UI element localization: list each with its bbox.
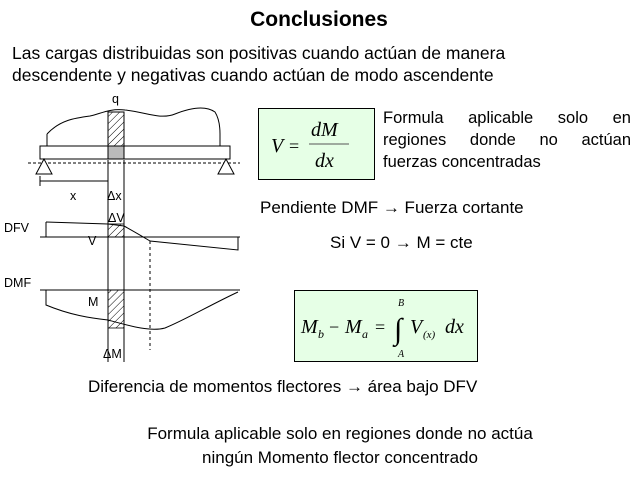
- formula1-note-line-2: regiones donde no actúan: [383, 131, 631, 149]
- distributed-load-curve: [47, 108, 220, 134]
- formula-moment: [295, 291, 477, 361]
- slope-statement: Pendiente DMF → Fuerza cortante: [260, 198, 524, 217]
- v-zero-statement: Si V = 0 → M = cte: [330, 233, 473, 252]
- label-dfv: DFV: [4, 221, 29, 235]
- svg-text:V: V: [271, 135, 284, 157]
- svg-text:(x): (x): [423, 329, 436, 341]
- left-support: [36, 159, 52, 174]
- moment-difference-statement: Diferencia de momentos flectores → área bajo DFV: [88, 377, 478, 396]
- svg-text:=: =: [289, 136, 300, 156]
- svg-text:b: b: [318, 327, 324, 341]
- right-support: [218, 159, 234, 174]
- moment-curve: [46, 290, 238, 329]
- svg-text:dx: dx: [315, 150, 334, 172]
- intro-line-1: Las cargas distribuidas son positivas cuando actúan de manera: [12, 43, 506, 63]
- svg-text:dx: dx: [445, 316, 464, 338]
- closing-note: [60, 422, 620, 470]
- svg-text:−: −: [329, 317, 340, 337]
- formula-shear: [259, 109, 374, 179]
- label-dmf: DMF: [4, 276, 32, 290]
- beam-diagram: [0, 90, 250, 370]
- moment-slice: [108, 290, 124, 328]
- svg-text:=: =: [375, 317, 386, 337]
- closing-line-2: ningún Momento flector concentrado: [202, 448, 478, 467]
- svg-text:A: A: [398, 349, 405, 360]
- formula1-note-line-3: fuerzas concentradas: [383, 153, 541, 171]
- svg-text:a: a: [362, 327, 368, 341]
- svg-text:V: V: [410, 316, 423, 338]
- label-x: x: [70, 189, 77, 203]
- label-q: q: [112, 92, 119, 106]
- label-dm: ΔM: [103, 347, 122, 361]
- beam: [40, 146, 230, 159]
- load-slice-hatch: [108, 112, 124, 146]
- svg-text:dM: dM: [311, 119, 338, 141]
- formula-moment-box: [294, 290, 478, 362]
- shear-curve: [46, 222, 238, 250]
- svg-text:∫: ∫: [394, 313, 403, 346]
- formula1-note: [383, 107, 631, 173]
- slide-title: Conclusiones: [250, 8, 388, 31]
- intro-line-2: descendente y negativas cuando actúan de modo ascendente: [12, 65, 494, 85]
- svg-text:M: M: [345, 316, 362, 338]
- label-dx: Δx: [107, 189, 122, 203]
- shear-slice: [108, 224, 124, 237]
- closing-line-1: Formula aplicable solo en regiones donde no actúa: [147, 424, 533, 443]
- svg-text:B: B: [398, 298, 405, 309]
- label-dv: ΔV: [108, 211, 125, 225]
- svg-text:M: M: [301, 316, 318, 338]
- intro-text: [12, 42, 632, 86]
- formula-shear-box: [258, 108, 375, 180]
- formula1-note-line-1: Formula aplicable solo en: [383, 109, 631, 127]
- label-m: M: [88, 295, 99, 309]
- label-v: V: [88, 234, 97, 248]
- beam-element: [108, 146, 124, 159]
